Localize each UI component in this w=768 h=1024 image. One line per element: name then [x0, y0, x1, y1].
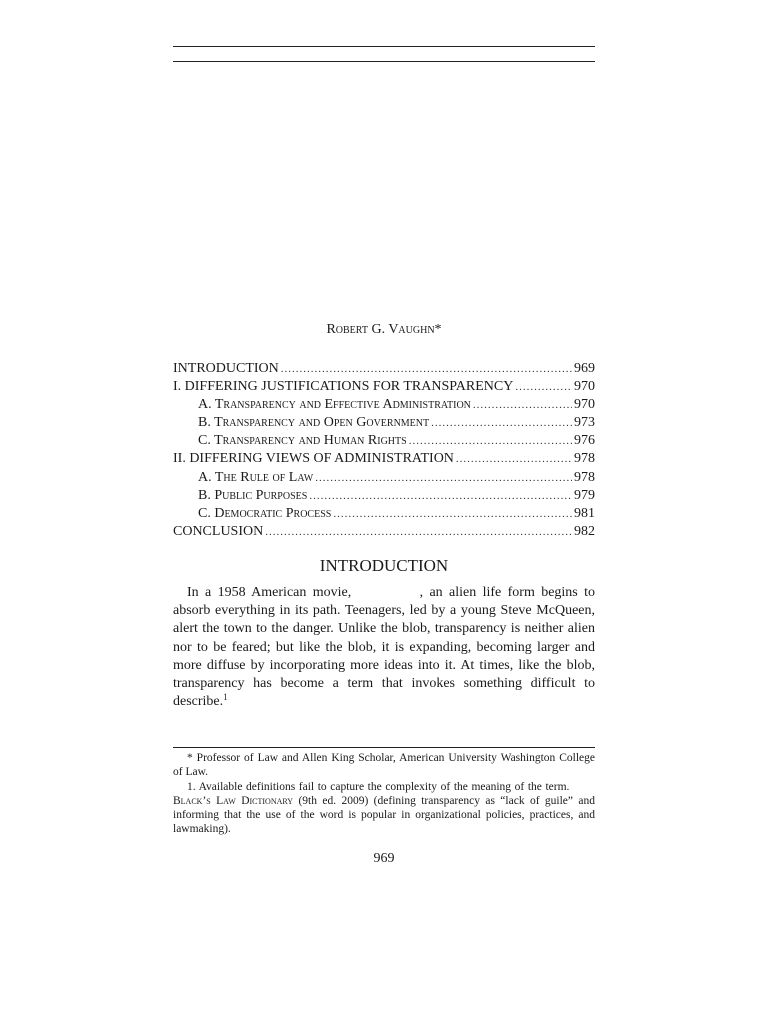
toc-entry-label: CONCLUSION: [173, 523, 264, 539]
toc-entry-label: B. Public Purposes: [198, 487, 308, 503]
footnote-ref[interactable]: 1: [223, 692, 228, 703]
toc-entry[interactable]: [173, 378, 595, 396]
toc-entry[interactable]: [173, 360, 595, 378]
toc-entry-page: 970: [574, 397, 595, 413]
toc-leader-dots: [315, 469, 572, 487]
table-of-contents: [173, 360, 595, 541]
toc-leader-dots: [281, 360, 572, 378]
footnote-1-text-2: (9th ed. 2009) (defining transparency as “lack of guile” and informing that the use of the word is popular in organizational policies, practices, and lawmaking).: [173, 794, 595, 836]
toc-leader-dots: [265, 523, 572, 541]
toc-entry-page: 978: [574, 469, 595, 485]
toc-entry-page: 969: [574, 361, 595, 376]
toc-entry-label: C. Democratic Process: [198, 505, 332, 521]
intro-text-2: , an alien life form begins to absorb everything in its path. Teenagers, led by a young Steve McQueen, alert the town to the danger. Unlike the blob, transparency is neither alien nor to be feared; but like the blob, it is expanding, becoming larger and more diffuse by incorporating more ideas into it. At times, like the blob, transparency has become a term that invokes something difficult to describe.: [173, 585, 596, 710]
page-number: 969: [373, 851, 395, 866]
toc-leader-dots: [409, 432, 572, 450]
author-byline: [173, 322, 595, 338]
toc-leader-dots: [473, 396, 572, 414]
toc-entry-label: C. Transparency and Human Rights: [198, 433, 407, 449]
toc-entry-page: 970: [574, 379, 595, 395]
toc-entry[interactable]: [173, 414, 595, 432]
toc-leader-dots: [515, 378, 572, 396]
toc-entry-page: 981: [574, 505, 595, 521]
toc-entry-label: B. Transparency and Open Government: [198, 415, 430, 431]
toc-entry-label: INTRODUCTION: [173, 361, 279, 376]
toc-entry-page: 978: [574, 451, 595, 467]
toc-entry-page: 973: [574, 415, 595, 431]
footnote-1-source: Black’s Law Dictionary: [173, 794, 294, 807]
toc-entry-page: 979: [574, 487, 595, 503]
toc-entry-label: A. Transparency and Effective Administration: [198, 397, 471, 413]
toc-entry[interactable]: [173, 523, 595, 541]
toc-leader-dots: [333, 505, 572, 523]
toc-entry-page: 976: [574, 433, 595, 449]
footnote-star: * Professor of Law and Allen King Scholar, American University Washington College of Law.: [173, 752, 595, 779]
toc-leader-dots: [309, 487, 572, 505]
toc-entry[interactable]: [173, 505, 595, 523]
toc-leader-dots: [431, 414, 572, 432]
toc-entry-label: II. DIFFERING VIEWS OF ADMINISTRATION: [173, 451, 454, 467]
footnote-divider: [173, 747, 595, 748]
footnotes: [173, 751, 595, 837]
toc-entry-label: I. DIFFERING JUSTIFICATIONS FOR TRANSPARENCY: [173, 379, 514, 395]
section-heading: INTRODUCTION: [319, 556, 449, 575]
author-footnote-mark: *: [434, 322, 442, 337]
toc-entry[interactable]: [173, 432, 595, 450]
toc-entry[interactable]: [173, 450, 595, 468]
toc-entry[interactable]: [173, 487, 595, 505]
footnote-1: [173, 780, 595, 837]
author-name: Robert G. Vaughn: [326, 322, 435, 337]
intro-text-1: In a 1958 American movie,: [187, 585, 352, 600]
footnote-1-text: 1. Available definitions fail to capture the complexity of the meaning of the term.: [187, 780, 570, 793]
intro-paragraph: [173, 584, 595, 711]
toc-entry-label: A. The Rule of Law: [198, 469, 314, 485]
header-rule-top: [173, 46, 595, 47]
toc-leader-dots: [456, 450, 572, 468]
toc-entry[interactable]: [173, 396, 595, 414]
header-rule-bottom: [173, 61, 595, 62]
toc-entry[interactable]: [173, 469, 595, 487]
toc-entry-page: 982: [574, 523, 595, 539]
